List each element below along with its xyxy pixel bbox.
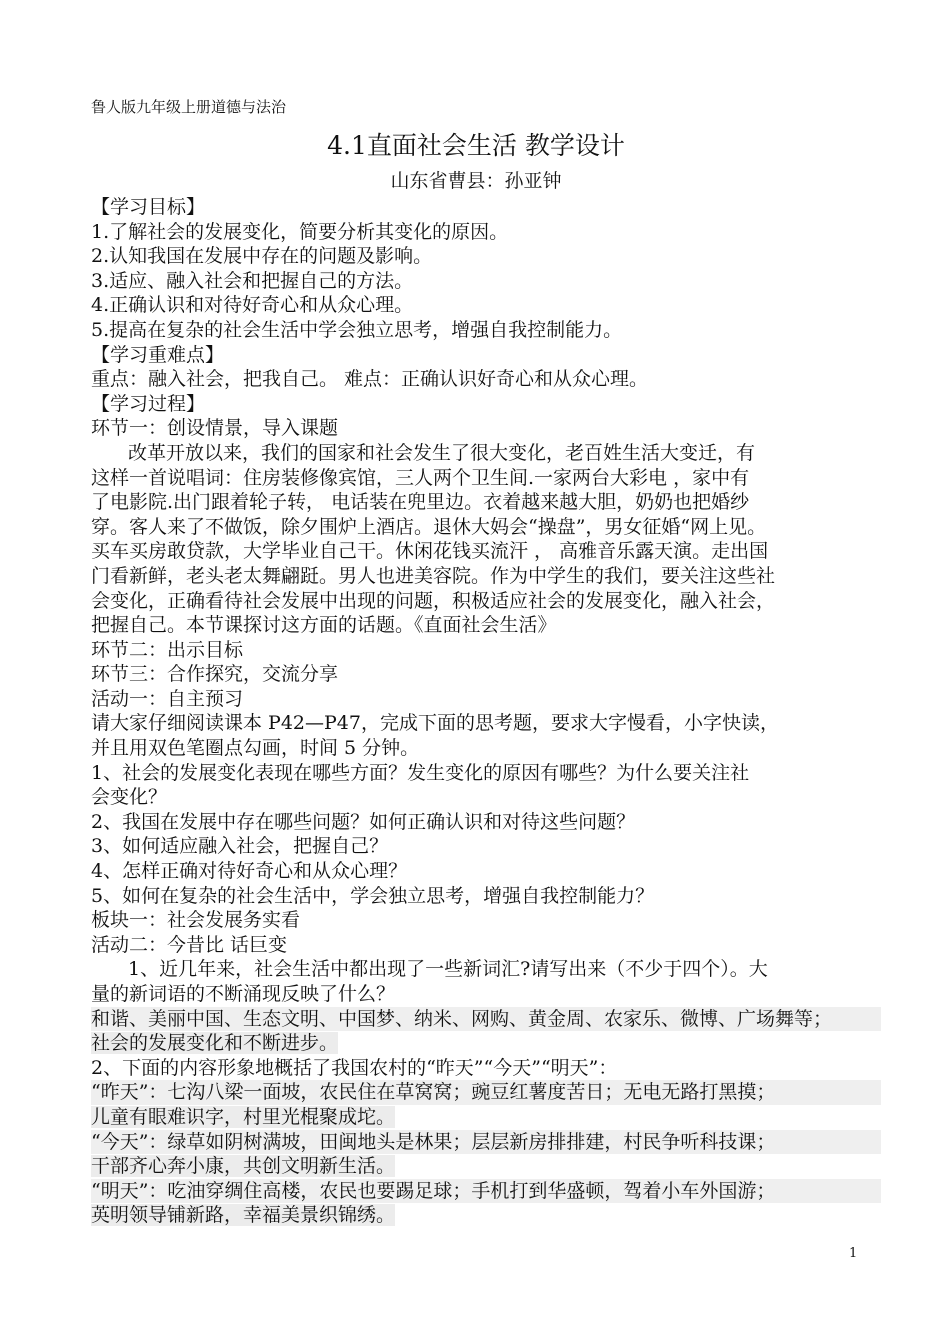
key-points-text: 重点：融入社会，把我自己。 难点：正确认识好奇心和从众心理。	[91, 368, 649, 391]
answer-highlight: 社会的发展变化和不断进步。	[91, 1032, 339, 1055]
page-number: 1	[849, 1246, 858, 1261]
activity-two-heading: 活动二：今昔比 话巨变	[91, 933, 288, 956]
intro-paragraph-line: 把握自己。本节课探讨这方面的话题。《直面社会生活》	[91, 614, 557, 637]
step-three-heading: 环节三：合作探究，交流分享	[91, 663, 339, 686]
intro-paragraph-line: 了电影院.出门跟着轮子转， 电话装在兜里边。衣着越来越大胆，奶奶也把婚纱	[91, 491, 750, 514]
document-content	[91, 97, 891, 1228]
today-line: “今天”：绿草如阴树满坡，田闽地头是林果；层层新房排排建，村民争听科技课；	[91, 1130, 881, 1155]
new-words-question-line: 量的新词语的不断涌现反映了什么？	[91, 983, 396, 1005]
page-title: 4.1直面社会生活 教学设计	[327, 131, 625, 160]
objective-item: 1.了解社会的发展变化，简要分析其变化的原因。	[91, 220, 509, 243]
objectives-heading: 【学习目标】	[91, 196, 206, 218]
countryside-question: 2、下面的内容形象地概括了我国农村的“昨天”“今天”“明天”：	[91, 1056, 618, 1079]
yesterday-line	[91, 1105, 891, 1130]
intro-paragraph-line: 穿。客人来了不做饭，除夕围炉上酒店。退休大妈会“操盘”，男女征婚“网上见。	[91, 515, 767, 538]
question-line: 会变化？	[91, 786, 168, 809]
author-line: 山东省曹县：孙亚钟	[390, 170, 562, 192]
key-points-heading: 【学习重难点】	[91, 343, 225, 366]
yesterday-line: “昨天”：七沟八梁一面坡，农民住在草窝窝；豌豆红薯度苦日；无电无路打黑摸；	[91, 1080, 881, 1105]
objective-item: 3.适应、融入社会和把握自己的方法。	[91, 269, 414, 292]
question-line: 5、如何在复杂的社会生活中，学会独立思考，增强自我控制能力？	[91, 884, 655, 907]
new-words-answer-line	[91, 1031, 891, 1056]
preview-instruction-line: 并且用双色笔圈点勾画，时间 5 分钟。	[91, 737, 420, 760]
objective-item: 2.认知我国在发展中存在的问题及影响。	[91, 245, 433, 268]
step-two-heading: 环节二：出示目标	[91, 638, 244, 661]
new-words-question-line: 1、近几年来，社会生活中都出现了一些新词汇?请写出来（不少于四个）。大	[128, 958, 768, 981]
block-one-heading: 板块一：社会发展务实看	[91, 909, 301, 932]
intro-paragraph-line: 买车买房敢贷款，大学毕业自己干。休闲花钱买流汗 ， 高雅音乐露天演。走出国	[91, 540, 769, 563]
step-one-heading: 环节一：创设情景，导入课题	[91, 417, 339, 440]
objective-item: 5.提高在复杂的社会生活中学会独立思考，增强自我控制能力。	[91, 318, 623, 341]
tomorrow-line	[91, 1203, 891, 1228]
question-line: 2、我国在发展中存在哪些问题？如何正确认识和对待这些问题？	[91, 810, 636, 833]
question-line: 3、如何适应融入社会，把握自己？	[91, 835, 389, 858]
tomorrow-highlight: 英明领导铺新路，幸福美景织锦绣。	[91, 1204, 396, 1227]
question-line: 1、社会的发展变化表现在哪些方面？发生变化的原因有哪些？为什么要关注社	[91, 761, 750, 784]
yesterday-highlight: 儿童有眼难识字，村里光棍聚成坨。	[91, 1105, 396, 1128]
today-highlight: 干部齐心奔小康，共创文明新生活。	[91, 1155, 396, 1178]
new-words-answer-line: 和谐、美丽中国、生态文明、中国梦、纳米、网购、黄金周、农家乐、微博、广场舞等；	[91, 1007, 881, 1032]
intro-paragraph-line: 会变化，正确看待社会发展中出现的问题，积极适应社会的发展变化，融入社会，	[91, 589, 776, 612]
tomorrow-line: “明天”：吃油穿绸住高楼，农民也要踢足球；手机打到华盛顿，驾着小车外国游；	[91, 1179, 881, 1204]
intro-paragraph-line: 门看新鲜，老头老太舞翩跹。男人也进美容院。作为中学生的我们，要关注这些社	[91, 564, 776, 587]
preview-instruction-line: 请大家仔细阅读课本 P42—P47，完成下面的思考题，要求大字慢看，小字快读，	[91, 712, 779, 735]
intro-paragraph-line: 改革开放以来，我们的国家和社会发生了很大变化，老百姓生活大变迁，有	[128, 441, 756, 464]
intro-paragraph-line: 这样一首说唱词：住房装修像宾馆，三人两个卫生间.一家两台大彩电 ，家中有	[91, 466, 750, 489]
objective-item: 4.正确认识和对待好奇心和从众心理。	[91, 294, 414, 317]
today-line	[91, 1154, 891, 1179]
activity-one-heading: 活动一：自主预习	[91, 687, 244, 710]
question-line: 4、怎样正确对待好奇心和从众心理？	[91, 860, 408, 883]
process-heading: 【学习过程】	[91, 392, 206, 415]
document-header: 鲁人版九年级上册道德与法治	[91, 98, 287, 116]
